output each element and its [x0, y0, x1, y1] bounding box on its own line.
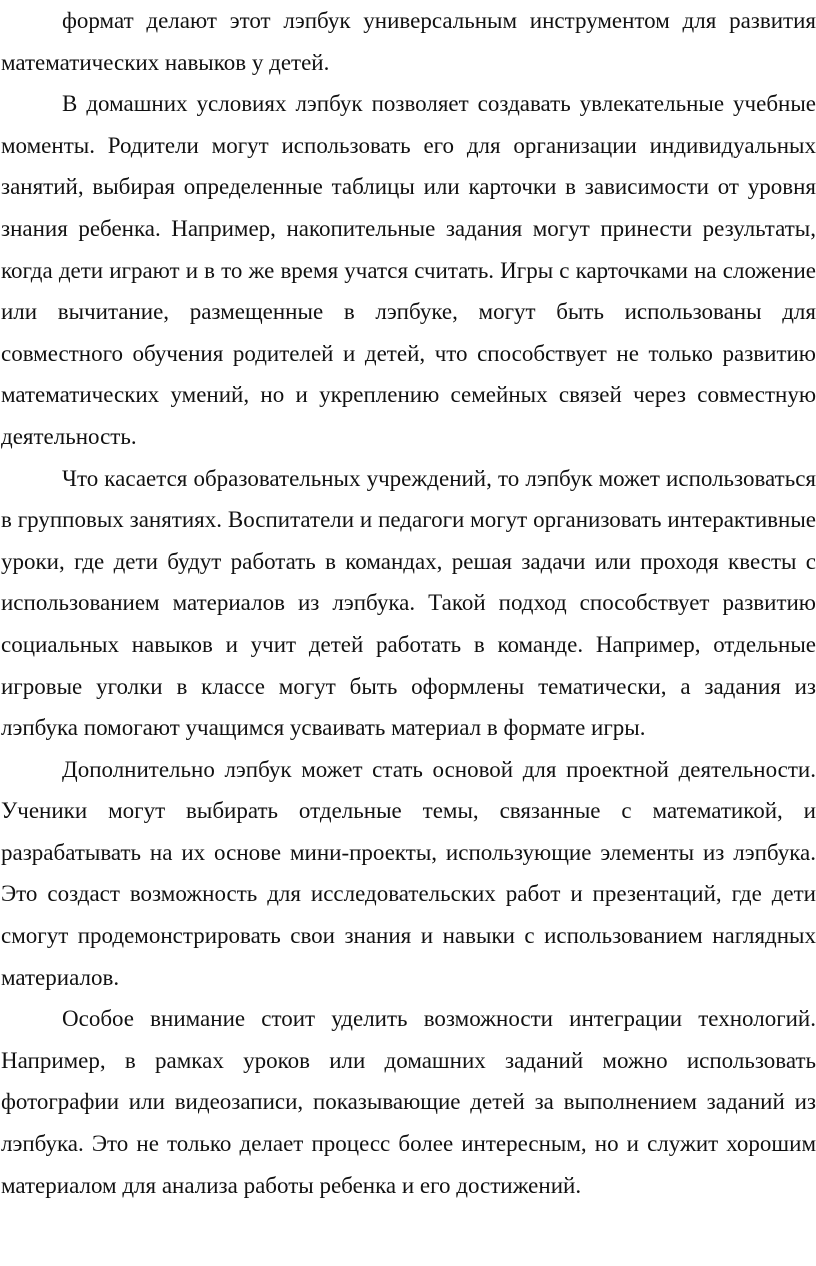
paragraph-project-activity: Дополнительно лэпбук может стать основой для проектной деятельности. Ученики могут выбирать отдельные темы, связанные с математикой, и разрабатывать на их основе мини-проекты, использующие элементы из лэпбука. Это создаст возможность для исследовательских работ и презентаций, где дети смогут продемонстрировать свои знания и навыки с использованием наглядных материалов.	[1, 756, 816, 990]
paragraph-home-use: В домашних условиях лэпбук позволяет создавать увлекательные учебные моменты. Родители могут использовать его для организации индивидуальных занятий, выбирая определенные таблицы или карточки в зависимости от уровня знания ребенка. Например, накопительные задания могут принести результаты, когда дети играют и в то же время учатся считать. Игры с карточками на сложение или вычитание, размещенные в лэпбуке, могут быть использованы для совместного обучения родителей и детей, что способствует не только развитию математических умений, но и укреплению семейных связей через совместную деятельность.	[1, 91, 816, 449]
paragraph-technology-integration: Особое внимание стоит уделить возможности интеграции технологий. Например, в рамках уроков или домашних заданий можно использовать фотографии или видеозаписи, показывающие детей за выполнением заданий из лэпбука. Это не только делает процесс более интересным, но и служит хорошим материалом для анализа работы ребенка и его достижений.	[1, 1006, 816, 1198]
paragraph-continued: формат делают этот лэпбук универсальным инструментом для развития математических навыков у детей.	[1, 8, 816, 75]
paragraph-educational-institutions: Что касается образовательных учреждений, то лэпбук может использоваться в групповых занятиях. Воспитатели и педагоги могут организовать интерактивные уроки, где дети будут работать в командах, решая задачи или проходя квесты с использованием материалов из лэпбука. Такой подход способствует развитию социальных навыков и учит детей работать в команде. Например, отдельные игровые уголки в классе могут быть оформлены тематически, а задания из лэпбука помогают учащимся усваивать материал в формате игры.	[1, 465, 816, 741]
